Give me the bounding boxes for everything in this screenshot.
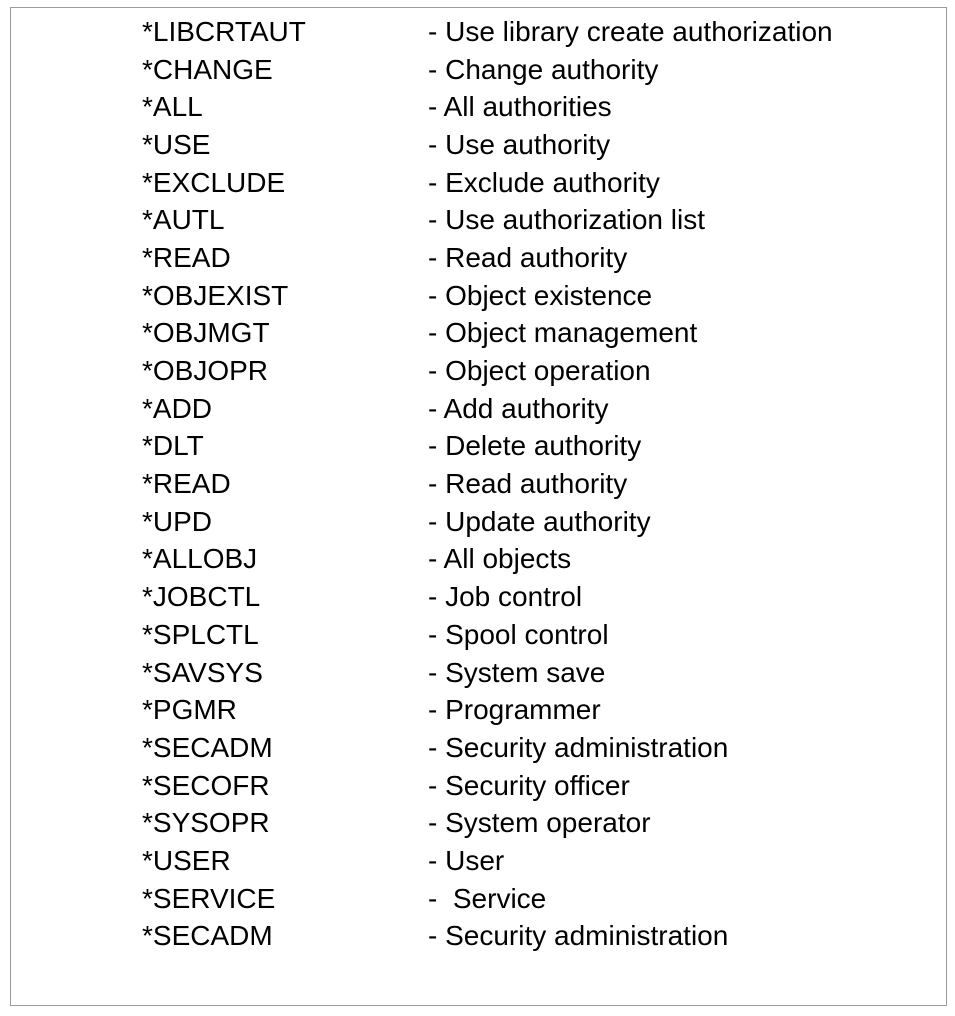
authority-description: - System save <box>428 656 606 688</box>
authority-term: *UPD <box>142 505 213 537</box>
authority-row <box>142 315 946 353</box>
authority-term: *OBJMGT <box>142 317 270 349</box>
authority-term: *CHANGE <box>142 53 273 85</box>
authority-description: - Use authority <box>428 128 611 160</box>
authority-term: *ADD <box>142 392 213 424</box>
authority-description: - All authorities <box>428 91 612 123</box>
authority-term: *DLT <box>142 430 204 462</box>
authority-description: - Job control <box>428 581 583 613</box>
authority-description: - All objects <box>428 543 572 575</box>
authority-term: *EXCLUDE <box>142 166 286 198</box>
authority-row <box>142 918 946 956</box>
authority-term: *JOBCTL <box>142 581 261 613</box>
authority-term: *ALLOBJ <box>142 543 258 575</box>
authority-description: - Read authority <box>428 468 628 500</box>
authority-description: - User <box>428 844 505 876</box>
authority-row <box>142 428 946 466</box>
authority-term: *ALL <box>142 91 203 123</box>
authority-row <box>142 767 946 805</box>
authority-term: *OBJOPR <box>142 355 269 387</box>
authority-row <box>142 352 946 390</box>
authority-row <box>142 390 946 428</box>
authority-term: *LIBCRTAUT <box>142 15 306 47</box>
authority-row <box>142 616 946 654</box>
authority-term: *READ <box>142 468 231 500</box>
authority-description: - Service <box>428 882 547 914</box>
authority-term: *AUTL <box>142 204 225 236</box>
authority-term: *SECADM <box>142 731 273 763</box>
authority-term: *OBJEXIST <box>142 279 289 311</box>
authority-description: - Read authority <box>428 241 628 273</box>
authority-description: - Security administration <box>428 920 729 952</box>
authority-term: *PGMR <box>142 694 237 726</box>
authority-term: *SAVSYS <box>142 656 263 688</box>
authority-row <box>142 578 946 616</box>
authority-term: *USE <box>142 128 211 160</box>
authority-row <box>142 126 946 164</box>
authority-term: *SECOFR <box>142 769 270 801</box>
authority-description: - Programmer <box>428 694 601 726</box>
authority-term: *SERVICE <box>142 882 276 914</box>
authority-term: *SPLCTL <box>142 618 259 650</box>
authority-description: - Delete authority <box>428 430 642 462</box>
authority-description: - Security officer <box>428 769 630 801</box>
authority-row <box>142 13 946 51</box>
authority-description: - Spool control <box>428 618 609 650</box>
authority-row <box>142 729 946 767</box>
authority-row <box>142 541 946 579</box>
authority-row <box>142 88 946 126</box>
authority-list <box>11 8 946 955</box>
authority-row <box>142 51 946 89</box>
authority-description: - Use authorization list <box>428 204 706 236</box>
authority-description: - Object operation <box>428 355 651 387</box>
authority-row <box>142 201 946 239</box>
authority-row <box>142 164 946 202</box>
authority-description: - Update authority <box>428 505 651 537</box>
authority-description: - Security administration <box>428 731 729 763</box>
authority-row <box>142 691 946 729</box>
authority-row <box>142 239 946 277</box>
authority-description: - Exclude authority <box>428 166 660 198</box>
authority-description: - Object management <box>428 317 698 349</box>
authority-term: *READ <box>142 241 231 273</box>
authority-term: *SECADM <box>142 920 273 952</box>
authority-description: - Use library create authorization <box>428 15 833 47</box>
authority-description: - System operator <box>428 807 651 839</box>
authority-term: *SYSOPR <box>142 807 270 839</box>
authority-row <box>142 503 946 541</box>
authority-row <box>142 654 946 692</box>
authority-row <box>142 880 946 918</box>
authority-row <box>142 842 946 880</box>
authority-description: - Change authority <box>428 53 659 85</box>
authority-term: *USER <box>142 844 231 876</box>
authority-row <box>142 804 946 842</box>
authority-description: - Object existence <box>428 279 653 311</box>
page-border <box>10 7 947 1006</box>
authority-row <box>142 465 946 503</box>
authority-description: - Add authority <box>428 392 609 424</box>
authority-row <box>142 277 946 315</box>
